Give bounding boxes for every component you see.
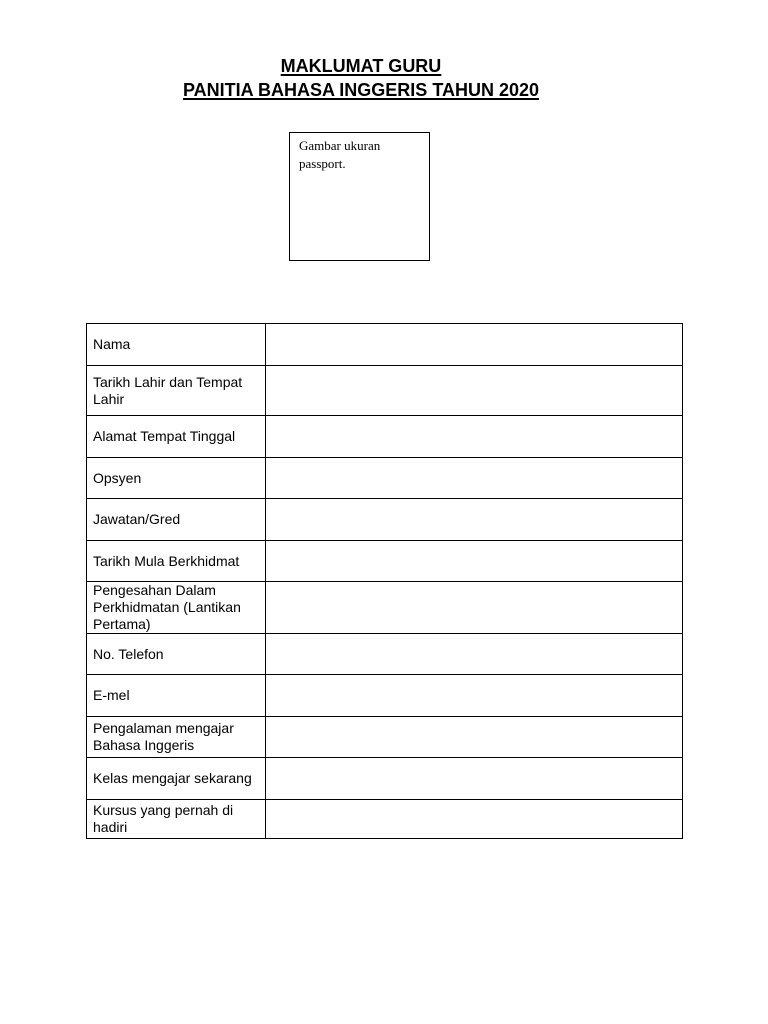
field-value — [266, 758, 683, 800]
row-telefon — [87, 634, 683, 675]
row-alamat — [87, 416, 683, 458]
row-tarikh-lahir — [87, 366, 683, 416]
field-label: No. Telefon — [87, 634, 266, 675]
field-value — [266, 717, 683, 758]
document-title: MAKLUMAT GURU — [280, 56, 442, 76]
field-value — [266, 366, 683, 416]
row-opsyen — [87, 458, 683, 499]
field-value — [266, 675, 683, 717]
row-nama — [87, 324, 683, 366]
field-label: Jawatan/Gred — [87, 499, 266, 541]
field-value — [266, 800, 683, 839]
field-label: Kursus yang pernah di hadiri — [87, 800, 266, 839]
field-value — [266, 499, 683, 541]
passport-photo-box — [289, 132, 430, 261]
field-label: Nama — [87, 324, 266, 366]
row-emel — [87, 675, 683, 717]
row-tarikh-mula — [87, 541, 683, 582]
row-jawatan — [87, 499, 683, 541]
teacher-info-table — [86, 323, 683, 839]
field-value — [266, 634, 683, 675]
field-label: Kelas mengajar sekarang — [87, 758, 266, 800]
field-label: Tarikh Mula Berkhidmat — [87, 541, 266, 582]
row-kelas — [87, 758, 683, 800]
field-label: E-mel — [87, 675, 266, 717]
field-value — [266, 582, 683, 634]
row-kursus — [87, 800, 683, 839]
field-value — [266, 324, 683, 366]
field-value — [266, 541, 683, 582]
field-value — [266, 458, 683, 499]
field-label: Alamat Tempat Tinggal — [87, 416, 266, 458]
row-pengalaman — [87, 717, 683, 758]
row-pengesahan — [87, 582, 683, 634]
field-label: Tarikh Lahir dan Tempat Lahir — [87, 366, 266, 416]
field-label: Pengalaman mengajar Bahasa Inggeris — [87, 717, 266, 758]
photo-placeholder-text: Gambar ukuran passport. — [299, 138, 381, 171]
field-value — [266, 416, 683, 458]
document-subtitle: PANITIA BAHASA INGGERIS TAHUN 2020 — [182, 80, 540, 100]
field-label: Opsyen — [87, 458, 266, 499]
field-label: Pengesahan Dalam Perkhidmatan (Lantikan Pertama) — [87, 582, 266, 634]
